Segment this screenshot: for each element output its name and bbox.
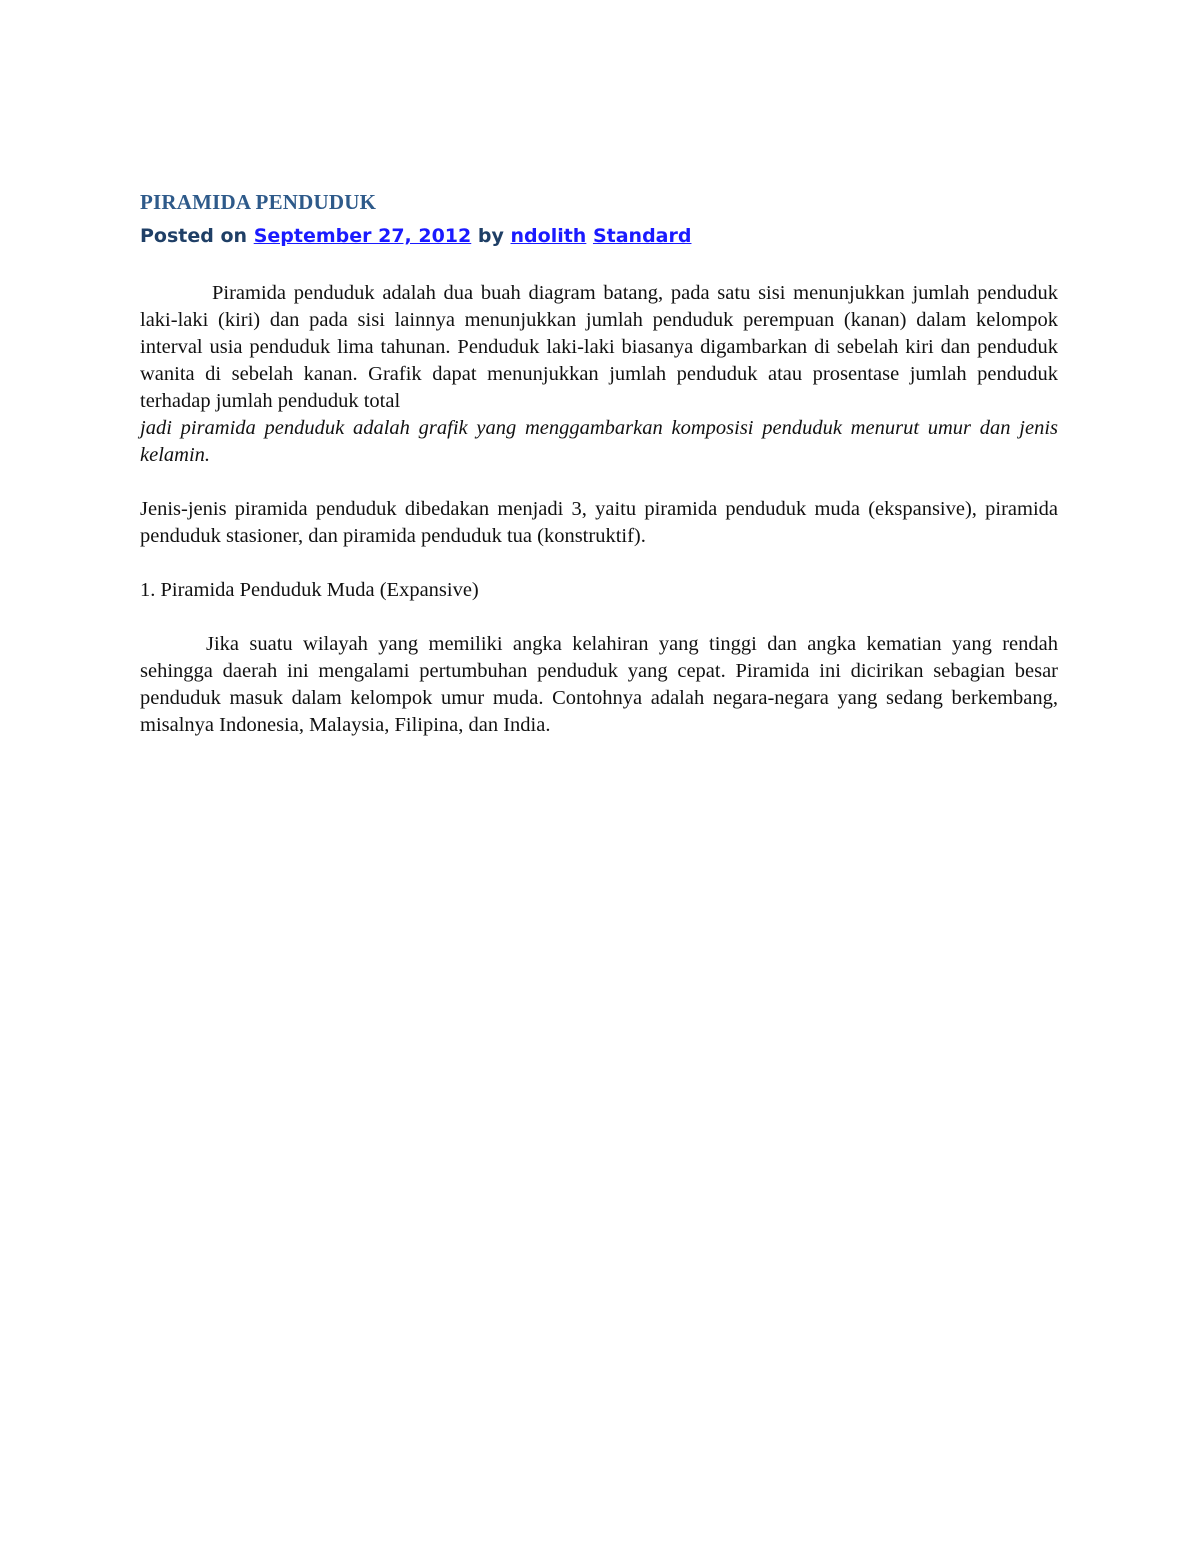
post-date-link[interactable]: September 27, 2012	[253, 225, 472, 247]
intro-text: Piramida penduduk adalah dua buah diagram batang, pada satu sisi menunjukkan jumlah penduduk laki-laki (kiri) dan pada sisi lainnya menunjukkan jumlah penduduk perempuan (kanan) dalam kelompok interval usia penduduk lima tahunan. Penduduk laki-laki biasanya digambarkan di sebelah kiri dan penduduk wanita di sebelah kanan. Grafik dapat menunjukkan jumlah penduduk atau prosentase jumlah penduduk terhadap jumlah penduduk total	[140, 282, 1058, 412]
by-label: by	[477, 225, 504, 247]
intro-italic-definition	[140, 415, 1058, 469]
intro-italic-text: jadi piramida penduduk adalah grafik yang menggambarkan komposisi penduduk menurut umur dan jenis kelamin	[140, 417, 1058, 466]
category-link[interactable]: Standard	[592, 225, 692, 247]
post-meta	[140, 219, 1058, 253]
posted-on-label: Posted on	[140, 225, 248, 247]
types-paragraph: Jenis-jenis piramida penduduk dibedakan menjadi 3, yaitu piramida penduduk muda (ekspansive), piramida penduduk stasioner, dan piramida penduduk tua (konstruktif).	[140, 498, 1058, 547]
intro-paragraph	[140, 280, 1058, 469]
intro-period: .	[204, 444, 211, 466]
muda-paragraph: Jika suatu wilayah yang memiliki angka kelahiran yang tinggi dan angka kematian yang rendah sehingga daerah ini mengalami pertumbuhan penduduk yang cepat. Piramida ini dicirikan sebagian besar penduduk masuk dalam kelompok umur muda. Contohnya adalah negara-negara yang sedang berkembang, misalnya Indonesia, Malaysia, Filipina, dan India.	[140, 633, 1058, 736]
article-title: PIRAMIDA PENDUDUK	[140, 190, 377, 214]
author-link[interactable]: ndolith	[510, 225, 587, 247]
document-page	[140, 185, 1058, 739]
section-heading-muda: 1. Piramida Penduduk Muda (Expansive)	[140, 579, 479, 601]
